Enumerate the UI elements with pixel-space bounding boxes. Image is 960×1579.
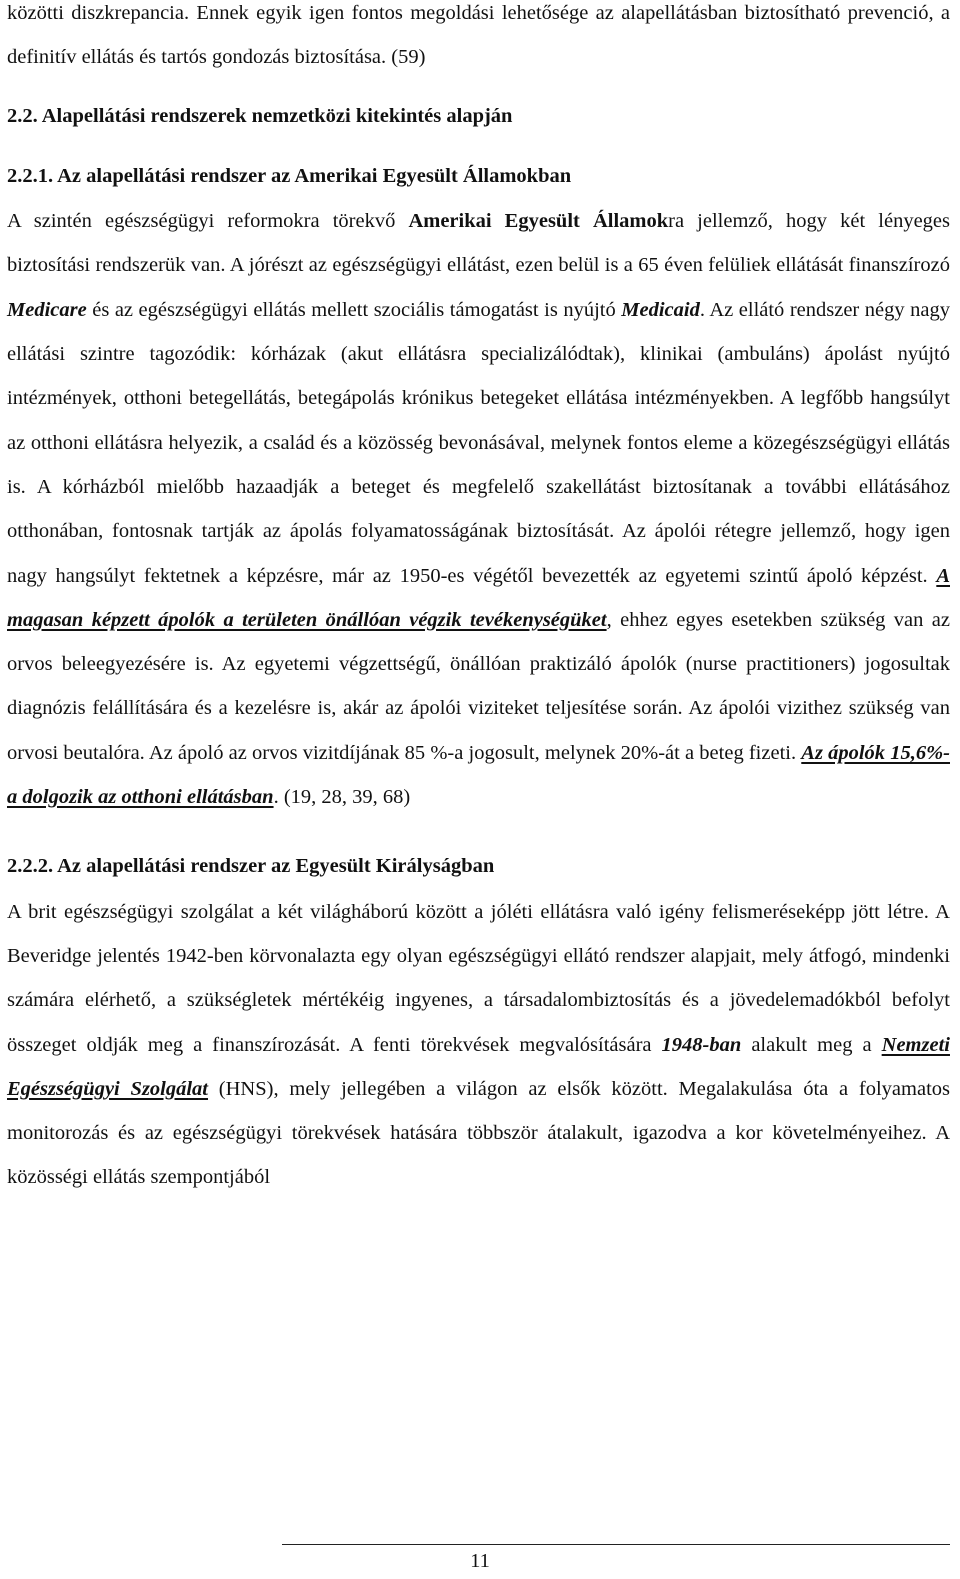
subsection-heading-us: 2.2.1. Az alapellátási rendszer az Amerikai Egyesült Államokban xyxy=(7,164,572,187)
document-page xyxy=(7,0,950,1200)
uk-text-1: A brit egészségügyi szolgálat a két világháború között a jóléti ellátásra való igény felismeréseképp jött létre. A Beveridge jelentés 1942-ben körvonalazta egy olyan egészségügyi ellátó rendszer alapjait, mely átfogó, mindenki számára elérhető, a szükségletek mértékéig ingyenes, a társadalombiztosítás és a jövedelemadókból befolyt összeget oldják meg a finanszírozását. A fenti törekvések megvalósítására xyxy=(7,900,950,1056)
us-emphasis-1: A magasan képzett ápolók a területen önállóan végzik tevékenységüket xyxy=(7,564,950,631)
intro-text: közötti diszkrepancia. Ennek egyik igen fontos megoldási lehetősége az alapellátásban biztosítható prevenció, a definitív ellátás és tartós gondozás biztosítása. (59) xyxy=(7,2,950,69)
medicare-term: Medicare xyxy=(7,298,87,321)
nhs-name: Nemzeti Egészségügyi Szolgálat xyxy=(7,1033,950,1100)
uk-year-emphasis: 1948-ban xyxy=(661,1033,742,1056)
us-text-5: , ehhez egyes esetekben szükség van az orvos beleegyezésére is. Az egyetemi végzettségű, önállóan praktizáló ápolók (nurse practitioners) jogosultak diagnózis felállítására és a kezelésre is, akár az ápolói viziteket teljesítése során. Az ápolói vizithez szükség van orvosi beutalóra. Az ápoló az orvos vizitdíjának 85 %-a jogosult, melynek 20%-át a beteg fizeti. xyxy=(7,608,950,764)
us-text-6: . (19, 28, 39, 68) xyxy=(273,786,411,809)
uk-paragraph xyxy=(7,890,950,1200)
us-paragraph xyxy=(7,199,950,819)
us-emphasis-2: Az ápolók 15,6%-a dolgozik az otthoni ellátásban xyxy=(7,741,950,809)
us-text-4: . Az ellátó rendszer négy nagy ellátási szintre tagozódik: kórházak (akut ellátásra specializálódtak), klinikai (ambuláns) ápolást nyújtó intézmények, otthoni betegellátás, betegápolás krónikus betegeket ellátása intézményekben. A legfőbb hangsúlyt az otthoni ellátásra helyezik, a család és a közösség bevonásával, melynek fontos eleme a közegészségügyi ellátás is. A kórházból mielőbb hazaadják a beteget és megfelelő szakellátást biztosítanak a további ellátásához otthonában, fontosnak tartják az ápolás folyamatosságának biztosítását. Az ápolói rétegre jellemző, hogy igen nagy hangsúlyt fektetnek a képzésre, már az 1950-es végétől bevezették az egyetemi szintű ápoló képzést. xyxy=(7,298,950,587)
section-heading: 2.2. Alapellátási rendszerek nemzetközi kitekintés alapján xyxy=(7,104,513,127)
medicaid-term: Medicaid xyxy=(621,298,700,321)
us-country-bold: Amerikai Egyesült Államok xyxy=(408,210,669,233)
us-text-2: ra jellemző, hogy két lényeges biztosítási rendszerük van. A jórészt az egészségügyi ellátást, ezen belül is a 65 éven felüliek ellátását finanszírozó xyxy=(7,210,950,277)
subsection-heading-uk: 2.2.2. Az alapellátási rendszer az Egyesült Királyságban xyxy=(7,855,495,878)
uk-text-2: alakult meg a xyxy=(741,1033,882,1056)
footer-divider xyxy=(282,1544,950,1545)
us-text-1: A szintén egészségügyi reformokra törekvő xyxy=(7,210,409,233)
page-number: 11 xyxy=(470,1550,490,1572)
intro-paragraph xyxy=(7,0,950,80)
us-text-3: és az egészségügyi ellátás mellett szociális támogatást is nyújtó xyxy=(86,298,622,321)
uk-text-3: (HNS), mely jellegében a világon az elsők között. Megalakulása óta a folyamatos monitorozás és az egészségügyi törekvések hatására többször átalakult, igazodva a kor követelményeihez. A közösségi ellátás szempontjából xyxy=(7,1077,950,1189)
